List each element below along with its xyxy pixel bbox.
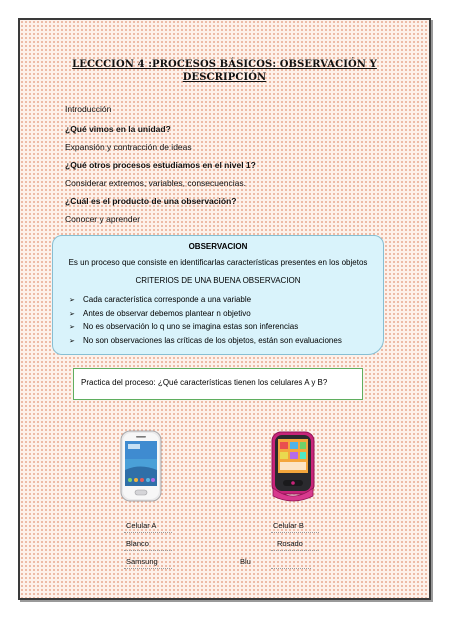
arrow-bullet-icon: ➢ bbox=[69, 297, 75, 304]
underline bbox=[124, 532, 172, 533]
list-item bbox=[69, 321, 342, 335]
white-phone-image bbox=[120, 430, 162, 502]
lesson-title bbox=[20, 58, 429, 84]
observacion-definition: Es un proceso que consiste en identificarlas características presentes en los objetos bbox=[68, 258, 368, 267]
pink-phone-image bbox=[269, 430, 317, 504]
answer-level: Considerar extremos, variables, consecuencias. bbox=[65, 178, 246, 188]
underline bbox=[271, 550, 319, 551]
celular-b-brand: Blu bbox=[240, 557, 251, 566]
underline bbox=[124, 550, 172, 551]
intro-heading: Introducción bbox=[65, 104, 112, 114]
criterio-text: Cada característica corresponde a una variable bbox=[83, 295, 252, 304]
celular-a-brand: Samsung bbox=[126, 557, 158, 566]
underline bbox=[124, 568, 172, 569]
arrow-bullet-icon: ➢ bbox=[69, 310, 75, 318]
answer-unit: Expansión y contracción de ideas bbox=[65, 142, 192, 152]
underline bbox=[271, 532, 319, 533]
list-item bbox=[69, 335, 342, 349]
practice-box bbox=[73, 368, 363, 400]
criterio-text: No es observación lo q uno se imagina estas son inferencias bbox=[83, 322, 299, 331]
question-unit: ¿Qué vimos en la unidad? bbox=[65, 124, 171, 134]
lesson-title-line-1: LECCCION 4 :PROCESOS BÁSICOS: OBSERVACIÓN Y bbox=[72, 59, 377, 70]
lesson-title-line-2: DESCRIPCIÓN bbox=[182, 72, 267, 83]
list-item bbox=[69, 308, 342, 322]
practice-question: Practica del proceso: ¿Qué características tienen los celulares A y B? bbox=[81, 378, 328, 387]
observacion-box bbox=[52, 235, 384, 355]
criterio-text: Antes de observar debemos plantear n objetivo bbox=[83, 308, 251, 318]
celular-a-color: Blanco bbox=[126, 539, 149, 548]
answer-product: Conocer y aprender bbox=[65, 214, 141, 224]
arrow-bullet-icon: ➢ bbox=[69, 324, 75, 331]
question-product: ¿Cuál es el producto de una observación? bbox=[65, 196, 237, 206]
question-level: ¿Qué otros procesos estudiamos en el nivel 1? bbox=[65, 160, 256, 170]
celular-a-label: Celular A bbox=[126, 521, 157, 530]
observacion-title: OBSERVACION bbox=[188, 242, 248, 251]
arrow-bullet-icon: ➢ bbox=[69, 337, 75, 345]
document-page bbox=[18, 18, 431, 600]
celular-b-label: Celular B bbox=[273, 521, 304, 530]
list-item bbox=[69, 294, 342, 308]
criterios-list bbox=[69, 294, 342, 348]
criterios-subtitle: CRITERIOS DE UNA BUENA OBSERVACION bbox=[135, 276, 301, 285]
celular-b-color: Rosado bbox=[277, 539, 303, 548]
underline bbox=[271, 568, 311, 569]
criterio-text: No son observaciones las críticas de los objetos, están son evaluaciones bbox=[83, 335, 342, 345]
